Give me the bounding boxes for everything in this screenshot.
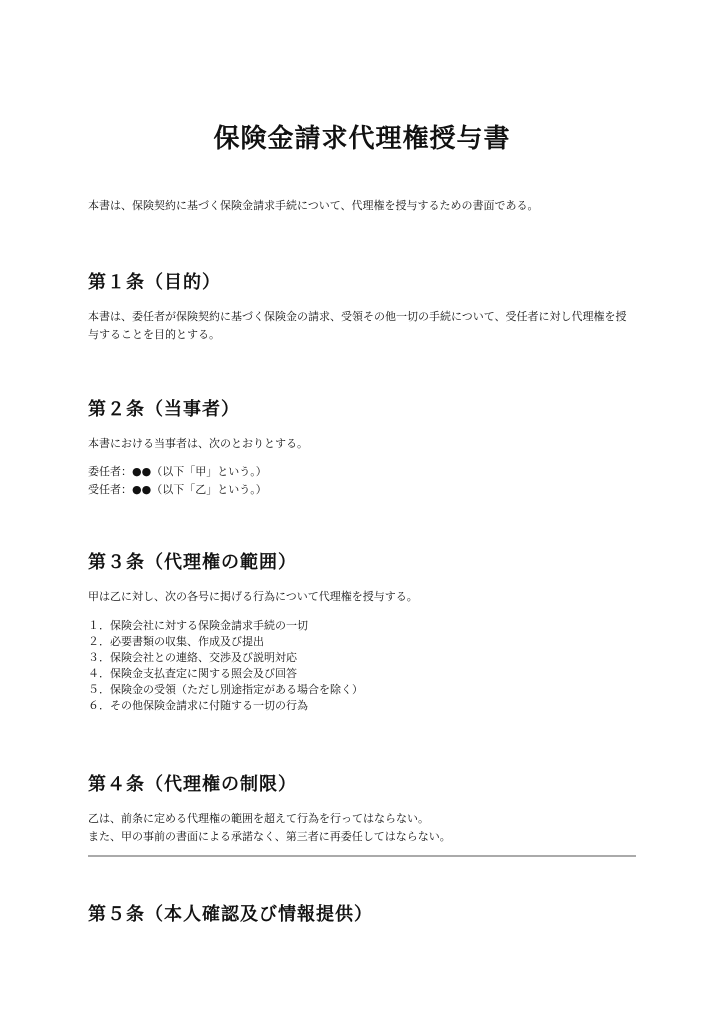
article-3 [88, 548, 636, 714]
article-3-heading: 第３条（代理権の範囲） [88, 552, 297, 573]
list-item: ２．必要書類の収集、作成及び提出 [88, 635, 264, 648]
list-item: １．保険会社に対する保険金請求手続の一切 [88, 619, 308, 632]
principal-line: 委任者：●●（以下「甲」という。） [88, 465, 267, 478]
list-item: ６．その他保険金請求に付随する一切の行為 [88, 699, 308, 712]
article-3-text: 甲は乙に対し、次の各号に掲げる行為について代理権を授与する。 [88, 590, 418, 603]
list-item: ３．保険会社との連絡、交渉及び説明対応 [88, 651, 297, 664]
agent-line: 受任者：●●（以下「乙」という。） [88, 483, 267, 496]
article-1 [88, 268, 636, 344]
article-2 [88, 395, 636, 499]
list-item: ５．保険金の受領（ただし別途指定がある場合を除く） [88, 683, 363, 696]
authority-list [88, 618, 636, 714]
article-5-heading: 第５条（本人確認及び情報提供） [88, 904, 373, 925]
article-4-heading: 第４条（代理権の制限） [88, 774, 297, 795]
intro-text: 本書は、保険契約に基づく保険金請求手続について、代理権を授与するための書面である。 [88, 199, 539, 212]
article-1-text: 本書は、委任者が保険契約に基づく保険金の請求、受領その他一切の手続について、受任者に対し代理権を授与することを目的とする。 [88, 310, 627, 341]
article-4-text-1: 乙は、前条に定める代理権の範囲を超えて行為を行ってはならない。 [88, 812, 429, 825]
list-item: ４．保険金支払査定に関する照会及び回答 [88, 667, 297, 680]
article-5 [88, 900, 636, 926]
article-2-text: 本書における当事者は、次のとおりとする。 [88, 437, 308, 450]
document-title: 保険金請求代理権授与書 [213, 124, 511, 154]
article-1-heading: 第１条（目的） [88, 272, 221, 293]
article-2-heading: 第２条（当事者） [88, 399, 240, 420]
article-4-text-2: また、甲の事前の書面による承諾なく、第三者に再委任してはならない。 [88, 830, 451, 843]
article-4 [88, 770, 636, 846]
section-divider [88, 855, 636, 857]
